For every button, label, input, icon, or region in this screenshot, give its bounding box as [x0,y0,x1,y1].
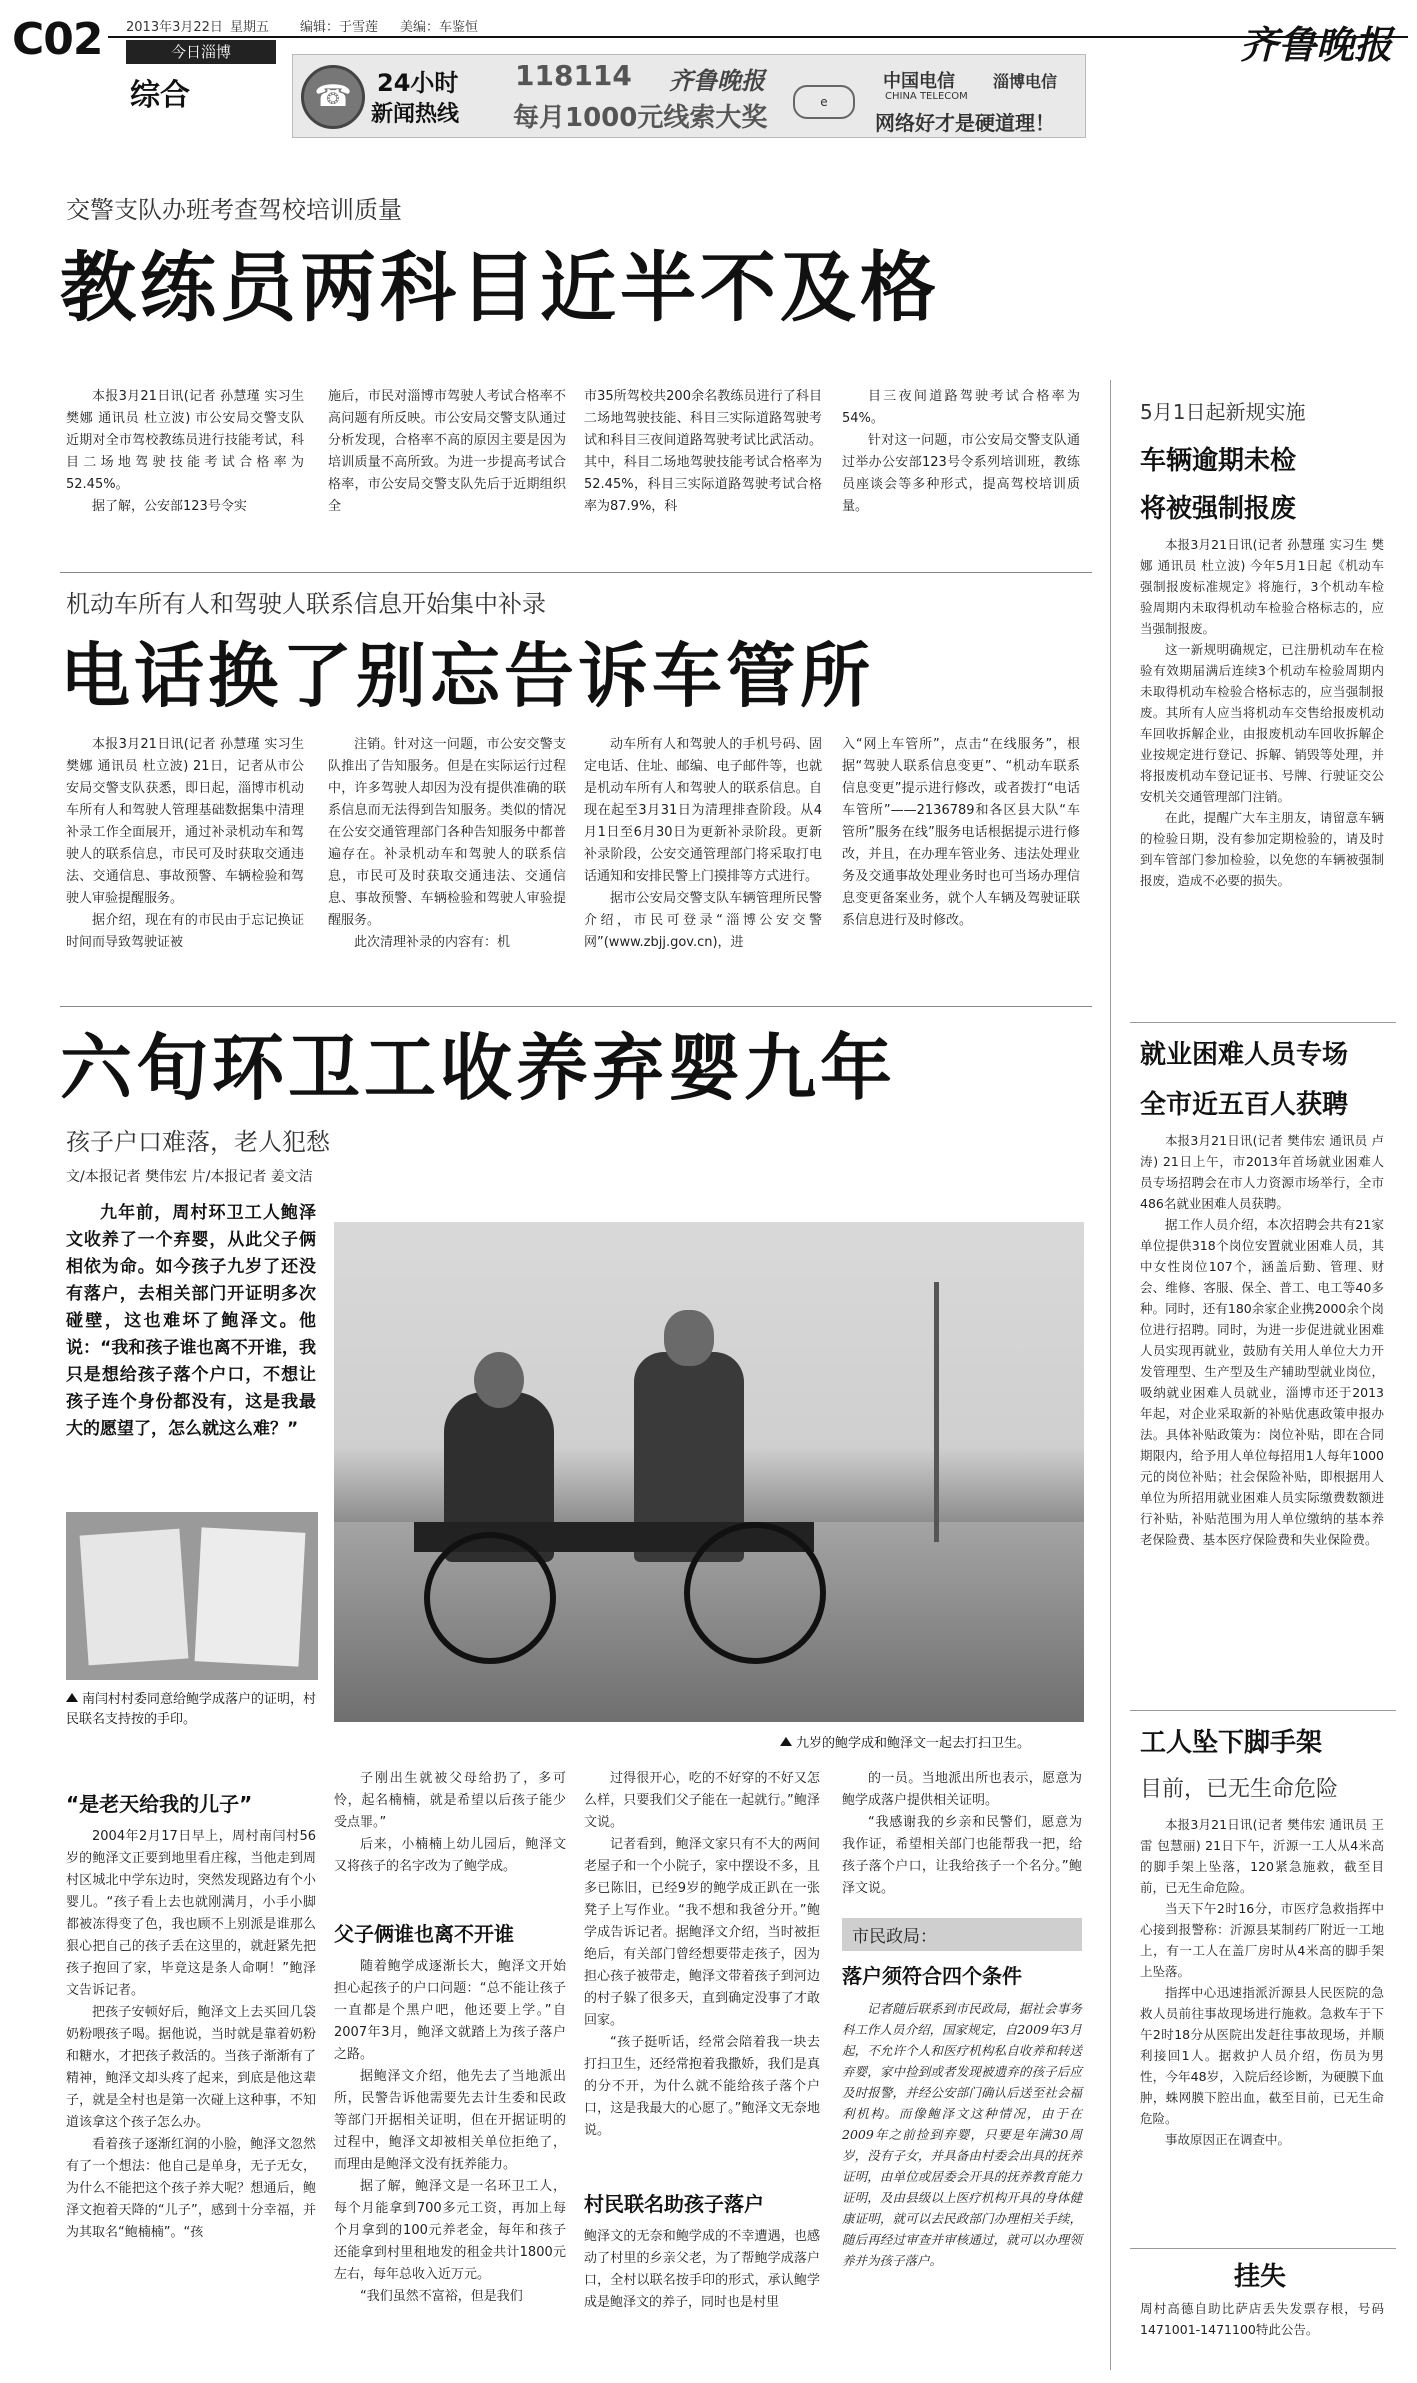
article3-subheadline: 孩子户口难落，老人犯愁 [66,1128,330,1156]
phone-icon: ☎ [301,65,365,129]
article2-col2: 注销。针对这一问题，市公安交警支队推出了告知服务。但是在实际运行过程中，许多驾驶人却因为没有提供准确的联系信息而无法得到告知服务。类似的情况在公安交通管理部门各种告知服务中都普遍存在。补录机动车和驾驶人的联系信息，市民可及时获取交通违法、交通信息、事故预警、车辆检验和驾驶人审验提醒服务。 此次清理补录的内容有：机 [328,737,566,950]
divider-1 [60,572,1092,573]
article1-kicker: 交警支队办班考查驾校培训质量 [66,196,402,224]
sidebar-s2-title1: 就业困难人员专场 [1140,1040,1349,1070]
small-photo-caption: 南闫村村委同意给鲍学成落户的证明，村民联名支持按的手印。 [66,1692,317,1727]
sidebar-s1-text: 本报3月21日讯(记者 孙慧瑾 实习生 樊娜 通讯员 杜立波) 今年5月1日起《机动车强制报废标准规定》将施行，3个机动车检验周期内未取得机动车检验合格标志的，应当强制报废。 这一新规明确规定，已注册机动车在检验有效期届满后连续3个机动车检验周期内未取得机动车检验合格标志的，应当强制报废。其所有人应当将机动车交售给报废机动车回收拆解企业，由报废机动车回收拆解企业按规定进行登记、拆解、销毁等处理，并将报废机动车登记证书、号牌、行驶证交公安机关交通管理部门注销。 在此，提醒广大车主朋友，请留意车辆的检验日期，没有参加定期检验的，请及时到车管部门参加检验，以免您的车辆被强制报废，造成不必要的损失。 [1140,537,1384,888]
banner-slogan: 网络好才是硬道理！ [875,111,1055,135]
masthead-date: 2013年3月22日 [126,20,223,35]
photo-utility-pole [934,1282,939,1542]
article3-col3-text: 过得很开心，吃的不好穿的不好又怎么样，只要我们父子能在一起就行。”鲍泽文说。 记者看到，鲍泽文家只有不大的两间老屋子和一个小院子，家中摆设不多，且多已陈旧，已经9岁的鲍学成正趴在一张凳子上写作业。“我不想和我爸分开。”鲍学成告诉记者。据鲍泽文介绍，当时被拒绝后，有关部门曾经想要带走孩子，因为担心孩子被带走，鲍泽文带着孩子到河边的村子躲了很多天，直到确定没事了才敢回家。 “孩子挺听话，经常会陪着我一块去打扫卫生，还经常抱着我撒娇，我们是真的分不开，为什么就不能给孩子落个户口，这是我最大的心愿了。”鲍泽文无奈地说。 [584,1771,820,2138]
article2-kicker: 机动车所有人和驾驶人联系信息开始集中补录 [66,590,546,618]
masthead-designer: 美编：车鉴恒 [400,20,479,35]
sec1-title: “是老天给我的儿子” [66,1792,253,1816]
civil-affairs-tag: 市民政局： [842,1918,1082,1951]
masthead-weekday: 星期五 [230,20,270,35]
article3-byline: 文/本报记者 樊伟宏 片/本报记者 姜文洁 [66,1169,313,1185]
certificate-paper-left [80,1529,189,1666]
hotline-number: 118114 [515,59,632,92]
article2-headline: 电话换了别忘告诉车管所 [60,635,874,717]
telecom-en: CHINA TELECOM [885,91,968,102]
sidebar-s4-title: 挂失 [1234,2262,1287,2292]
sec2-text: 随着鲍学成逐渐长大，鲍泽文开始担心起孩子的户口问题：“总不能让孩子一直都是个黑户吧，他还要上学。”自2007年3月，鲍泽文就踏上为孩子落户之路。 据鲍泽文介绍，他先去了当地派出所，民警告诉他需要先去计生委和民政等部门开据相关证明，但在开据证明的过程中，鲍泽文却被相关单位拒绝了，而理由是鲍泽文没有抚养能力。 据了解，鲍泽文是一名环卫工人，每个月能拿到700多元工资，再加上每个月拿到的100元养老金，每年和孩子还能拿到村里租地发的租金共计1800元左右，每年总收入近万元。 “我们虽然不富裕，但是我们 [334,1959,566,2304]
hotline-title: 24小时 [377,69,459,97]
sidebar-s3-text: 本报3月21日讯(记者 樊伟宏 通讯员 王雷 包慧丽) 21日下午，沂源一工人从4米高的脚手架上坠落，120紧急施救，截至目前，已无生命危险。 当天下午2时16分，市医疗急救指挥中心接到报警称：沂源县某制药厂附近一工地上，有一工人在盖厂房时从4米高的脚手架上坠落。 指挥中心迅速指派沂源县人民医院的急救人员前往事故现场进行施救。急救车于下午2时18分从医院出发赶往事故现场，并顺利接回1人。据救护人员介绍，伤员为男性，今年48岁，入院后经诊断，为硬膜下血肿，蛛网膜下腔出血，截至目前，已无生命危险。 事故原因正在调查中。 [1140,1817,1384,2147]
sidebar-s1-title1: 车辆逾期未检 [1140,446,1297,476]
sidebar-s1-kicker: 5月1日起新规实施 [1140,400,1306,424]
banner-brand: 齐鲁晚报 [669,66,765,95]
sec3-text: 鲍泽文的无奈和鲍学成的不幸遭遇，也感动了村里的乡亲父老，为了帮鲍学成落户口，全村以联名按手印的形式，承认鲍学成是鲍泽文的养子，同时也是村里 [584,2229,820,2310]
sidebar-divider [1110,380,1111,2370]
sidebar-s1-title2: 将被强制报废 [1140,494,1297,524]
paper-logo: 齐鲁晚报 [1240,22,1393,67]
article1-col2: 施后，市民对淄博市驾驶人考试合格率不高问题有所反映。市公安局交警支队通过分析发现，合格率不高的原因主要是因为培训质量不高所致。为进一步提高考试合格率，市公安局交警支队先后于近期组织全 [328,389,566,514]
section-label: 综合 [130,78,190,113]
photo-boy-head [474,1352,524,1408]
sidebar-s3-title2: 目前，已无生命危险 [1140,1777,1339,1802]
section-top-label: 今日淄博 [126,40,276,64]
telecom-local: 淄博电信 [993,72,1058,91]
sidebar-s2-text: 本报3月21日讯(记者 樊伟宏 通讯员 卢涛) 21日上午，市2013年首场就业困难人员专场招聘会在市人力资源市场举行，全市486名就业困难人员获聘。 据工作人员介绍，本次招聘会共有21家单位提供318个岗位安置就业困难人员，其中女性岗位107个，涵盖后勤、管理、财会、维修、客服、保全、普工、电工等40多种。同时，还有180余家企业携2000余个岗位进行招聘。同时，为进一步促进就业困难人员实现再就业，鼓励有关用人单位大力开发管理型、生产型及生产辅助型就业岗位，吸纳就业困难人员就业，淄博市还于2013年起，对企业采取新的补贴优惠政策申报办法。具体补贴政策为：岗位补贴，即在合同期限内，给予用人单位每招用1人每年1000元的岗位补贴；社会保险补贴，即根据用人单位为所招用就业困难人员实际缴费数额进行补贴，补贴范围为用人单位缴纳的基本养老保险费、基本医疗保险费和失业保险费。 [1140,1133,1384,1547]
certificate-paper-right [195,1527,306,1666]
article1-col4: 目三夜间道路驾驶考试合格率为54%。 针对这一问题，市公安局交警支队通过举办公安部123号令系列培训班，教练员座谈会等多种形式，提高驾校培训质量。 [842,389,1080,514]
photo-wheel-right [684,1522,826,1664]
hotline-sub: 新闻热线 [371,102,460,127]
article3-col4-top: 的一员。当地派出所也表示，愿意为鲍学成落户提供相关证明。 “我感谢我的乡亲和民警们，愿意为我作证，希望相关部门也能帮我一把，给孩子落个户口，让我给孩子一个名分。”鲍泽文说。 [842,1771,1082,1896]
sec4-text: 记者随后联系到市民政局，据社会事务科工作人员介绍，国家规定，自2009年3月起，不允许个人和医疗机构私自收养和转送弃婴，家中捡到或者发现被遗弃的孩子后应及时报警，并经公安部门确认后送至社会福利机构。而像鲍泽文这种情况，由于在2009年之前捡到弃婴，只要是年满30周岁，没有子女，并具备由村委会出具的抚养证明，由单位或居委会开具的抚养教育能力证明，及由县级以上医疗机构开具的身体健康证明，就可以去民政部门办理相关手续，随后再经过审查并审核通过，就可以办理领养并为孩子落户。 [842,2001,1082,2268]
sidebar-s3-title1: 工人坠下脚手架 [1140,1728,1323,1758]
hotline-banner [292,54,1086,138]
sidebar-s2-title2: 全市近五百人获聘 [1140,1090,1349,1120]
caption-triangle-icon [66,1693,78,1702]
photo-wheel-left [424,1532,556,1664]
main-photo [334,1222,1084,1722]
article3-headline: 六旬环卫工收养弃婴九年 [60,1026,897,1110]
certificate-photo [66,1512,318,1680]
sidebar-rule-2 [1130,1710,1396,1711]
article1-headline: 教练员两科目近半不及格 [60,243,940,332]
sidebar-rule-1 [1130,1022,1396,1023]
article3-lead: 九年前，周村环卫工人鲍泽文收养了一个弃婴，从此父子俩相依为命。如今孩子九岁了还没有落户，去相关部门开证明多次碰壁，这也难坏了鲍泽文。他说：“我和孩子谁也离不开谁，我只是想给孩子落个户口，不想让孩子连个身份都没有，这是我最大的愿望了，怎么就这么难？” [66,1203,316,1439]
caption-triangle-icon-2 [780,1737,792,1746]
sec4-title: 落户须符合四个条件 [842,1964,1022,1988]
article3-col2-top: 子刚出生就被父母给扔了，多可怜，起名楠楠，就是希望以后孩子能少受点罪。” 后来，小楠楠上幼儿园后，鲍泽文又将孩子的名字改为了鲍学成。 [334,1771,566,1874]
masthead-rule [108,36,1408,38]
masthead-editor: 编辑：于雪莲 [300,20,379,35]
divider-2 [60,1006,1092,1007]
article2-col4: 入“网上车管所”，点击“在线服务”，根据“驾驶人联系信息变更”、“机动车联系信息变更”提示进行修改，或者拨打“电话车管所”——2136789和各区县大队“车管所”服务在线”服务电话根据提示进行修改，并且，在办理车管业务、违法处理业务及交通事故处理业务时也可当场办理信息变更备案业务，就个人车辆及驾驶证联系信息进行及时修改。 [842,737,1080,928]
sidebar-s4-text: 周村高德自助比萨店丢失发票存根，号码1471001-1471100特此公告。 [1140,2301,1384,2337]
article1-col3: 市35所驾校共200余名教练员进行了科目二场地驾驶技能、科目三实际道路驾驶考试和科目三夜间道路驾驶考试比武活动。其中，科目二场地驾驶技能考试合格率为52.45%，科目三实际道路驾驶考试合格率为87.9%，科 [584,389,822,514]
telecom-name: 中国电信 [883,71,955,92]
article2-col3: 动车所有人和驾驶人的手机号码、固定电话、住址、邮编、电子邮件等，也就是机动车所有人和驾驶人的联系信息。自现在起至3月31日为清理排查阶段。从4月1日至6月30日为更新补录阶段。更新补录阶段，公安交通管理部门将采取打电话通知和安排民警上门摸排等方式进行。 据市公安局交警支队车辆管理所民警介绍，市民可登录“淄博公安交警网”(www.zbjj.gov.cn)，进 [584,737,822,950]
banner-prize: 每月1000元线索大奖 [513,103,768,133]
page-code: C02 [12,14,103,65]
article1-col1: 本报3月21日讯(记者 孙慧瑾 实习生 樊娜 通讯员 杜立波) 市公安局交警支队近期对全市驾校教练员进行技能考试，科目二场地驾驶技能考试合格率为52.45%。 据了解，公安部123号令实 [66,389,304,514]
main-photo-caption: 九岁的鲍学成和鲍泽文一起去打扫卫生。 [780,1734,1090,1754]
sidebar-rule-3 [1130,2248,1396,2249]
article2-col1: 本报3月21日讯(记者 孙慧瑾 实习生 樊娜 通讯员 杜立波) 21日，记者从市公安局交警支队获悉，即日起，淄博市机动车所有人和驾驶人管理基础数据集中清理补录工作全面展开，通过补录机动车和驾驶人的联系信息，市民可及时获取交通违法、交通信息、事故预警、车辆检验和驾驶人审验提醒服务。 据介绍，现在有的市民由于忘记换证时间而导致驾驶证被 [66,737,304,950]
sec3-title: 村民联名助孩子落户 [584,2192,764,2216]
tianyi-logo: e [793,85,855,119]
sec1-text: 2004年2月17日早上，周村南闫村56岁的鲍泽文正要到地里看庄稼，当他走到周村区城北中学东边时，突然发现路边有个小婴儿。“孩子看上去也就刚满月，小手小脚都被冻得变了色，我也顾不上别派是谁那么狠心把自己的孩子丢在这里的，就赶紧先把孩子抱回了家，毕竟这是条人命啊！”鲍泽文告诉记者。 把孩子安顿好后，鲍泽文上去买回几袋奶粉喂孩子喝。据他说，当时就是靠着奶粉和糖水，才把孩子救活的。当孩子渐渐有了精神，鲍泽文却头疼了起来，到底是他这辈子，就是全村也是第一次碰上这种事，不知道该拿这个孩子怎么办。 看着孩子逐渐红润的小脸，鲍泽文忽然有了一个想法：他自己是单身，无子无女，为什么不能把这个孩子养大呢？想通后，鲍泽文抱着天降的“儿子”，感到十分幸福，并为其取名“鲍楠楠”。“孩 [66,1829,316,2240]
photo-man-head [664,1310,714,1366]
sec2-title: 父子俩谁也离不开谁 [334,1922,514,1946]
